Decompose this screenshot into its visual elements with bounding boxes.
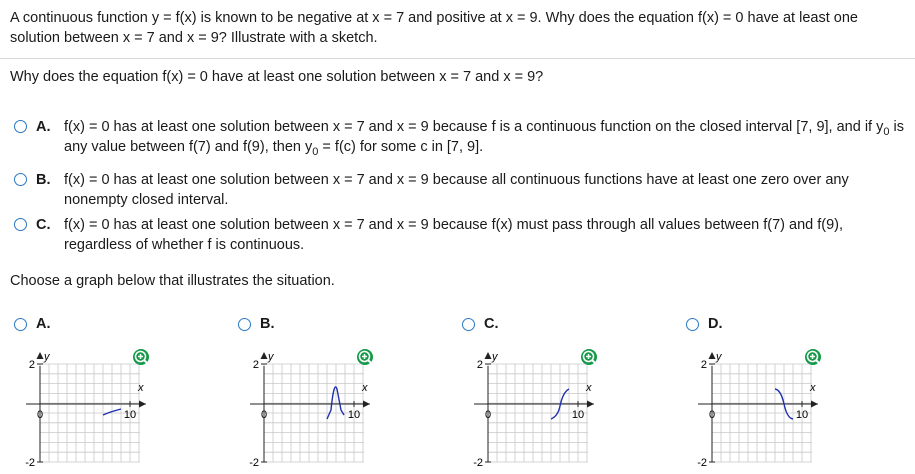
graph-b bbox=[238, 342, 388, 472]
graph-a-radio[interactable] bbox=[14, 318, 27, 331]
graph-c-radio[interactable] bbox=[462, 318, 475, 331]
graph-b-y-top: 2 bbox=[252, 359, 259, 371]
graph-a-x-tick: 10 bbox=[123, 409, 137, 421]
graph-c-letter: C. bbox=[484, 316, 499, 332]
option-c-letter: C. bbox=[36, 217, 51, 233]
graph-b-y-bottom: -2 bbox=[249, 457, 259, 469]
graph-c-x-arrow bbox=[587, 401, 594, 408]
graph-a-y-bottom: -2 bbox=[25, 457, 35, 469]
graph-c-x-origin: 0 bbox=[484, 409, 492, 421]
divider bbox=[0, 58, 915, 59]
graph-a-y-arrow bbox=[37, 352, 44, 359]
graph-option-b[interactable] bbox=[238, 314, 378, 474]
graph-b-x-arrow bbox=[363, 401, 370, 408]
graph-a bbox=[14, 342, 164, 472]
graph-option-a[interactable] bbox=[14, 314, 154, 474]
option-b-text: f(x) = 0 has at least one solution between x = 7 and x = 9 because all continuous functions have at least one zero over any nonempty closed interval. bbox=[64, 172, 849, 208]
graph-d-x-label: x bbox=[810, 382, 816, 394]
option-b-radio[interactable] bbox=[14, 173, 27, 186]
graph-c-zoom-icon[interactable] bbox=[581, 349, 597, 365]
option-a-radio[interactable] bbox=[14, 120, 27, 133]
graph-b-x-origin: 0 bbox=[260, 409, 268, 421]
graph-b-radio[interactable] bbox=[238, 318, 251, 331]
graph-d bbox=[686, 342, 836, 472]
graph-c-y-bottom: -2 bbox=[473, 457, 483, 469]
option-b-letter: B. bbox=[36, 172, 51, 188]
graph-option-c[interactable] bbox=[462, 314, 602, 474]
graph-d-y-top: 2 bbox=[700, 359, 707, 371]
graph-c bbox=[462, 342, 612, 472]
graph-c-y-top: 2 bbox=[476, 359, 483, 371]
option-a-letter: A. bbox=[36, 119, 51, 135]
graph-b-x-tick: 10 bbox=[347, 409, 361, 421]
graph-a-y-label: y bbox=[44, 351, 50, 363]
graph-d-y-label: y bbox=[716, 351, 722, 363]
graph-b-letter: B. bbox=[260, 316, 275, 332]
question-prompt: Why does the equation f(x) = 0 have at least one solution between x = 7 and x = 9? bbox=[10, 69, 544, 85]
graph-b-y-arrow bbox=[261, 352, 268, 359]
graph-c-y-arrow bbox=[485, 352, 492, 359]
graph-b-x-label: x bbox=[362, 382, 368, 394]
graph-option-d[interactable] bbox=[686, 314, 826, 474]
option-a-text: f(x) = 0 has at least one solution between x = 7 and x = 9 because f is a continuous function on the closed interval [7, 9], and if $y_0$ is any value between f(7) and f(9), then $y_0 = f(c)$ for some c in [7, 9]. bbox=[64, 119, 904, 158]
graph-b-zoom-icon[interactable] bbox=[357, 349, 373, 365]
graph-d-y-bottom: -2 bbox=[697, 457, 707, 469]
graph-d-letter: D. bbox=[708, 316, 723, 332]
graph-c-x-tick: 10 bbox=[571, 409, 585, 421]
question-text: A continuous function y = f(x) is known to be negative at x = 7 and positive at x = 9. Why does the equation f(x) = 0 have at least one solution between x = 7 and x = 9? Illustrate with a sketch. bbox=[10, 10, 858, 46]
graph-d-x-arrow bbox=[811, 401, 818, 408]
graph-a-x-origin: 0 bbox=[36, 409, 44, 421]
graph-a-y-top: 2 bbox=[28, 359, 35, 371]
graph-b-y-label: y bbox=[268, 351, 274, 363]
graph-a-x-label: x bbox=[138, 382, 144, 394]
graph-d-x-tick: 10 bbox=[795, 409, 809, 421]
option-c-text: f(x) = 0 has at least one solution between x = 7 and x = 9 because f(x) must pass through all values between f(7) and f(9), regardless of whether f is continuous. bbox=[64, 217, 844, 253]
graph-d-radio[interactable] bbox=[686, 318, 699, 331]
graph-a-letter: A. bbox=[36, 316, 51, 332]
graph-d-y-arrow bbox=[709, 352, 716, 359]
graph-a-x-arrow bbox=[139, 401, 146, 408]
graph-a-zoom-icon[interactable] bbox=[133, 349, 149, 365]
option-c-radio[interactable] bbox=[14, 218, 27, 231]
graph-c-y-label: y bbox=[492, 351, 498, 363]
graph-d-x-origin: 0 bbox=[708, 409, 716, 421]
graph-d-zoom-icon[interactable] bbox=[805, 349, 821, 365]
graph-prompt: Choose a graph below that illustrates the situation. bbox=[10, 273, 335, 289]
graph-c-x-label: x bbox=[586, 382, 592, 394]
